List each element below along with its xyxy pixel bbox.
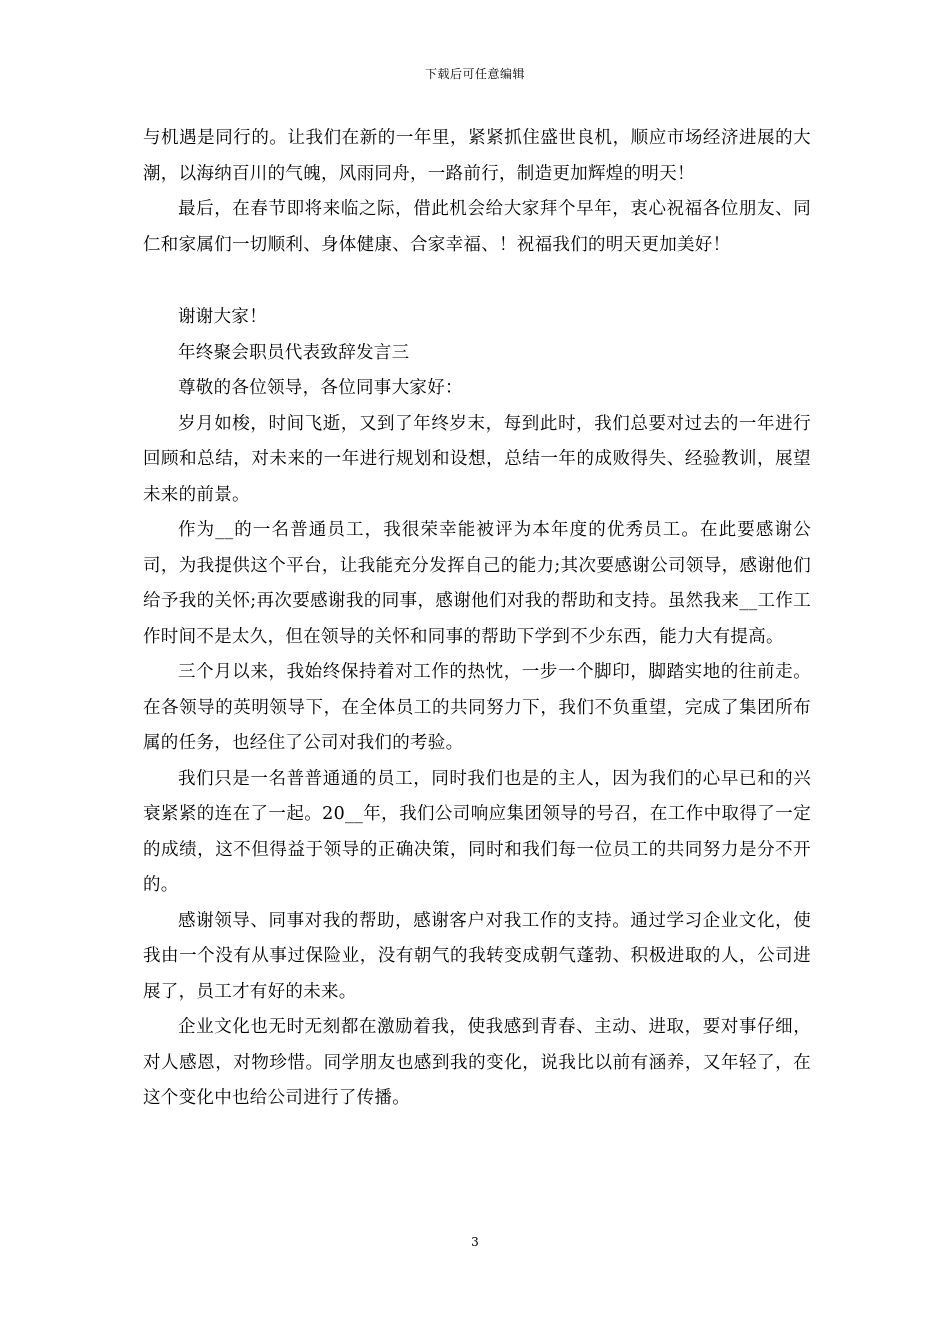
blank-line	[143, 263, 811, 300]
paragraph-corporate-culture: 企业文化也无时无刻都在激励着我，使我感到青春、主动、进取，要对事仔细，对人感恩，对物珍惜。同学朋友也感到我的变化，说我比以前有涵养，又年轻了，在这个变化中也给公司进行了传播。	[143, 1017, 811, 1108]
page-number: 3	[471, 1235, 479, 1249]
page-header: 下载后可任意编辑	[424, 67, 525, 81]
paragraph-year-end: 岁月如梭，时间飞逝，又到了年终岁末，每到此时，我们总要对过去的一年进行回顾和总结，对未来的一年进行规划和设想，总结一年的成败得失、经验教训，展望未来的前景。	[143, 413, 811, 505]
paragraph-gratitude: 感谢领导、同事对我的帮助，感谢客户对我工作的支持。通过学习企业文化，使我由一个没有从事过保险业，没有朝气的我转变成朝气蓬勃、积极进取的人，公司进展了，员工才有好的未来。	[143, 910, 811, 1002]
paragraph-new-year-wishes: 最后，在春节即将来临之际，借此机会给大家拜个早年，衷心祝福各位朋友、同仁和家属们一切顺利、身体健康、合家幸福、！祝福我们的明天更加美好！	[143, 199, 811, 255]
paragraph-thanks: 谢谢大家！	[178, 307, 267, 327]
paragraph-continuation: 与机遇是同行的。让我们在新的一年里，紧紧抓住盛世良机，顺应市场经济进展的大潮，以海纳百川的气魄，风雨同舟，一路前行，制造更加辉煌的明天！	[143, 128, 811, 184]
document-body	[143, 121, 811, 1117]
paragraph-excellent-employee: 作为__的一名普通员工，我很荣幸能被评为本年度的优秀员工。在此要感谢公司，为我提供这个平台，让我能充分发挥自己的能力;其次要感谢公司领导，感谢他们给予我的关怀;再次要感谢我的同事，感谢他们对我的帮助和支持。虽然我来__工作工作时间不是太久，但在领导的关怀和同事的帮助下学到不少东西，能力大有提高。	[143, 520, 811, 647]
salutation: 尊敬的各位领导，各位同事大家好：	[178, 378, 463, 398]
paragraph-three-months: 三个月以来，我始终保持着对工作的热忱，一步一个脚印，脚踏实地的往前走。在各领导的英明领导下，在全体员工的共同努力下，我们不负重望，完成了集团所布属的任务，也经住了公司对我们的考验。	[143, 662, 811, 753]
paragraph-ordinary-employee: 我们只是一名普普通通的员工，同时我们也是的主人，因为我们的心早已和的兴衰紧紧的连在了一起。20__年，我们公司响应集团领导的号召，在工作中取得了一定的成绩，这不但得益于领导的正确决策，同时和我们每一位员工的共同努力是分不开的。	[143, 768, 811, 895]
section-title: 年终聚会职员代表致辞发言三	[178, 342, 410, 363]
